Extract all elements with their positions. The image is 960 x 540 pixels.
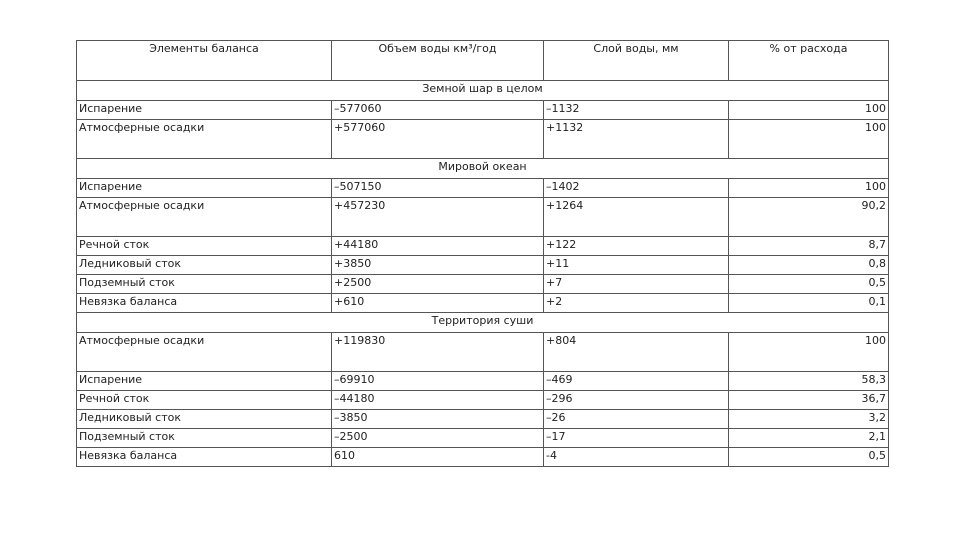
element-name-cell: Атмосферные осадки [77, 120, 332, 159]
table-row [77, 448, 889, 467]
section-title: Территория суши [77, 313, 889, 333]
volume-cell: +3850 [332, 256, 544, 275]
volume-cell: –69910 [332, 372, 544, 391]
element-name-cell: Подземный сток [77, 275, 332, 294]
section-title: Мировой океан [77, 159, 889, 179]
volume-cell: +577060 [332, 120, 544, 159]
table-row [77, 372, 889, 391]
layer-cell: -4 [544, 448, 729, 467]
element-name-cell: Невязка баланса [77, 294, 332, 313]
layer-cell: +7 [544, 275, 729, 294]
table-row [77, 198, 889, 237]
volume-cell: –507150 [332, 179, 544, 198]
volume-cell: –3850 [332, 410, 544, 429]
element-name-cell: Ледниковый сток [77, 410, 332, 429]
element-name-cell: Атмосферные осадки [77, 198, 332, 237]
volume-cell: +457230 [332, 198, 544, 237]
column-header-elements: Элементы баланса [77, 41, 332, 81]
percent-cell: 100 [729, 101, 889, 120]
volume-cell: –44180 [332, 391, 544, 410]
table-row [77, 275, 889, 294]
layer-cell: –1132 [544, 101, 729, 120]
layer-cell: –469 [544, 372, 729, 391]
table-row [77, 333, 889, 372]
layer-cell: –26 [544, 410, 729, 429]
table-row [77, 120, 889, 159]
layer-cell: +11 [544, 256, 729, 275]
volume-cell: +44180 [332, 237, 544, 256]
percent-cell: 0,5 [729, 275, 889, 294]
table-row [77, 294, 889, 313]
section-header-row [77, 313, 889, 333]
table-row [77, 410, 889, 429]
percent-cell: 58,3 [729, 372, 889, 391]
element-name-cell: Испарение [77, 101, 332, 120]
volume-cell: –2500 [332, 429, 544, 448]
layer-cell: –1402 [544, 179, 729, 198]
table-row [77, 256, 889, 275]
percent-cell: 3,2 [729, 410, 889, 429]
percent-cell: 0,5 [729, 448, 889, 467]
percent-cell: 90,2 [729, 198, 889, 237]
layer-cell: –17 [544, 429, 729, 448]
header-row [77, 41, 889, 81]
section-title: Земной шар в целом [77, 81, 889, 101]
volume-cell: +2500 [332, 275, 544, 294]
table-row [77, 237, 889, 256]
volume-cell: 610 [332, 448, 544, 467]
element-name-cell: Речной сток [77, 237, 332, 256]
column-header-volume: Объем воды км³/год [332, 41, 544, 81]
layer-cell: +122 [544, 237, 729, 256]
column-header-layer: Слой воды, мм [544, 41, 729, 81]
element-name-cell: Атмосферные осадки [77, 333, 332, 372]
section-header-row [77, 81, 889, 101]
percent-cell: 36,7 [729, 391, 889, 410]
section-header-row [77, 159, 889, 179]
layer-cell: +2 [544, 294, 729, 313]
percent-cell: 2,1 [729, 429, 889, 448]
volume-cell: +119830 [332, 333, 544, 372]
volume-cell: –577060 [332, 101, 544, 120]
table-row [77, 391, 889, 410]
volume-cell: +610 [332, 294, 544, 313]
percent-cell: 100 [729, 333, 889, 372]
table-row [77, 429, 889, 448]
layer-cell: +804 [544, 333, 729, 372]
layer-cell: +1132 [544, 120, 729, 159]
percent-cell: 8,7 [729, 237, 889, 256]
element-name-cell: Испарение [77, 179, 332, 198]
percent-cell: 100 [729, 179, 889, 198]
layer-cell: +1264 [544, 198, 729, 237]
layer-cell: –296 [544, 391, 729, 410]
element-name-cell: Подземный сток [77, 429, 332, 448]
water-balance-table [76, 40, 889, 467]
percent-cell: 100 [729, 120, 889, 159]
column-header-percent: % от расхода [729, 41, 889, 81]
element-name-cell: Невязка баланса [77, 448, 332, 467]
element-name-cell: Ледниковый сток [77, 256, 332, 275]
element-name-cell: Испарение [77, 372, 332, 391]
percent-cell: 0,8 [729, 256, 889, 275]
element-name-cell: Речной сток [77, 391, 332, 410]
percent-cell: 0,1 [729, 294, 889, 313]
table-row [77, 179, 889, 198]
table-row [77, 101, 889, 120]
